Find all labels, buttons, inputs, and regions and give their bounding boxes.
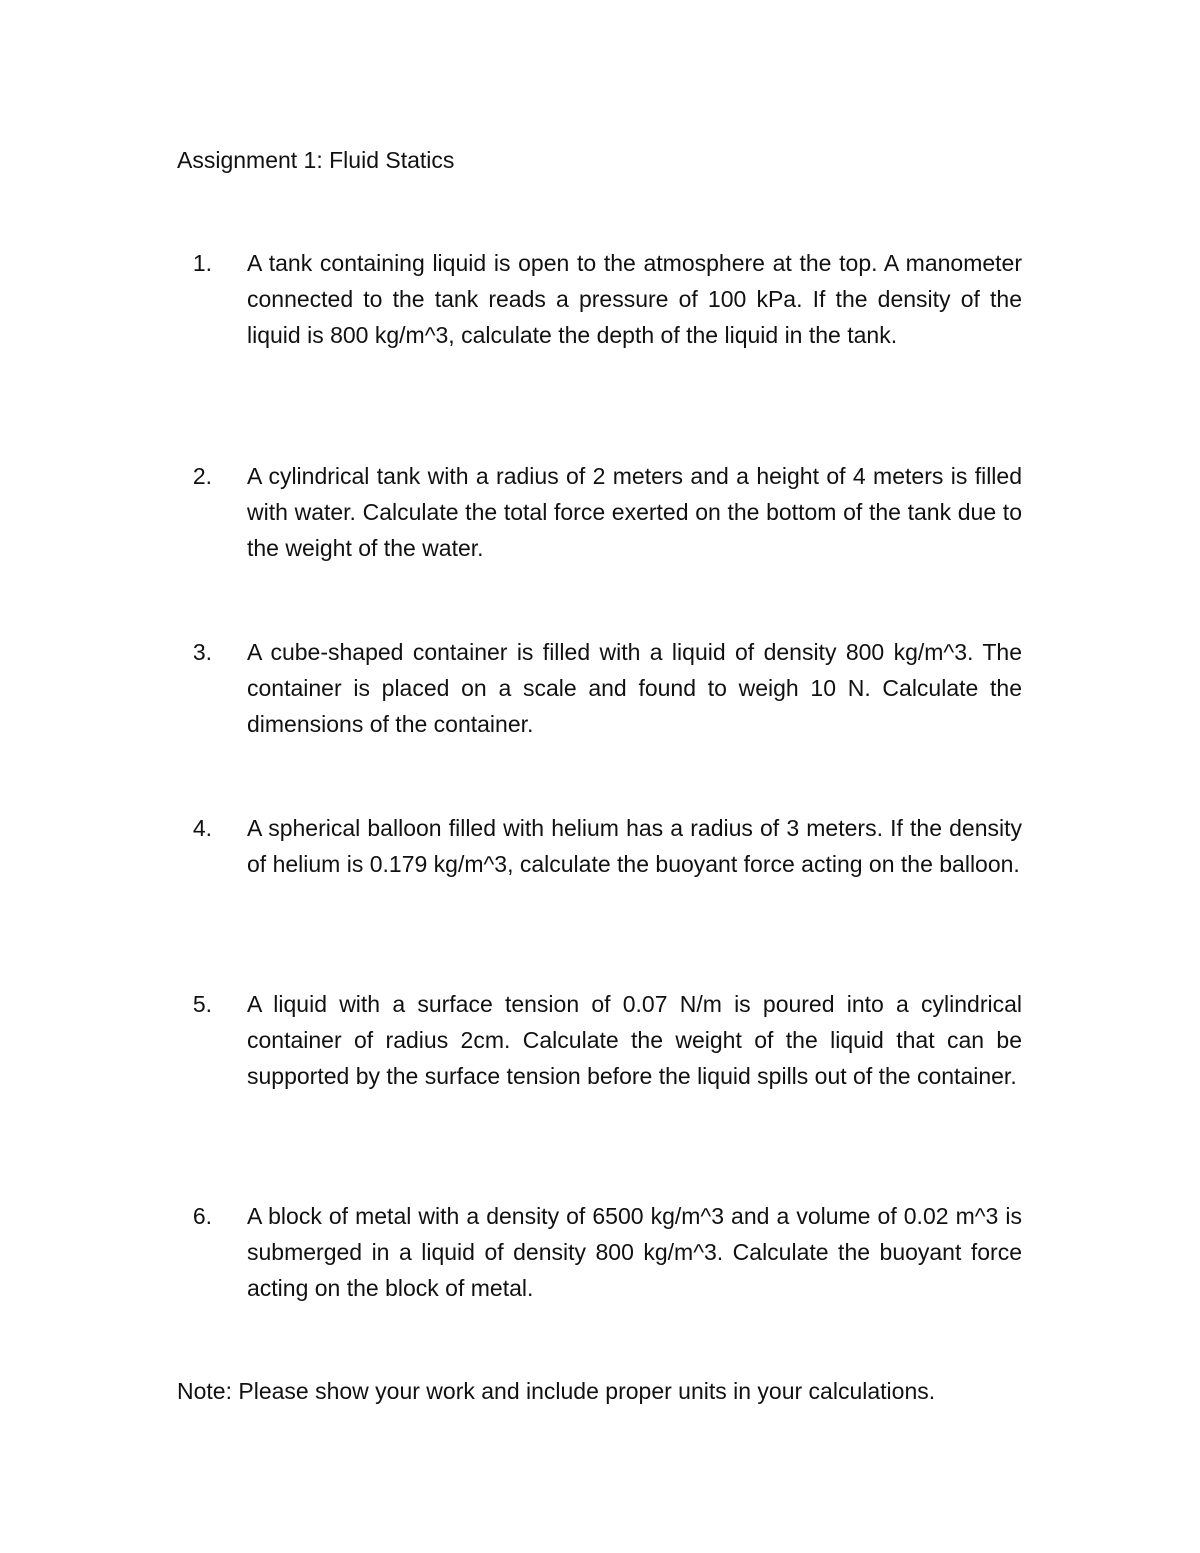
problem-text: A tank containing liquid is open to the atmosphere at the top. A manometer connected to the tank reads a pressure of 100 kPa. If the density of the liquid is 800 kg/m^3, calculate the depth of the liquid in the tank. bbox=[247, 250, 1022, 348]
problem-number: 5. bbox=[192, 991, 212, 1017]
problem-2 bbox=[177, 458, 1022, 566]
problem-6 bbox=[177, 1198, 1022, 1306]
problem-1 bbox=[177, 245, 1022, 353]
problem-text: A spherical balloon filled with helium has a radius of 3 meters. If the density of helium is 0.179 kg/m^3, calculate the buoyant force acting on the balloon. bbox=[247, 815, 1022, 877]
problem-3 bbox=[177, 634, 1022, 742]
problem-text: A cylindrical tank with a radius of 2 meters and a height of 4 meters is filled with water. Calculate the total force exerted on the bottom of the tank due to the weight of the water. bbox=[247, 463, 1022, 561]
problem-text: A liquid with a surface tension of 0.07 N/m is poured into a cylindrical container of radius 2cm. Calculate the weight of the liquid that can be supported by the surface tension before the liquid spills out of the container. bbox=[247, 991, 1022, 1089]
closing-note: Note: Please show your work and include proper units in your calculations. bbox=[177, 1378, 936, 1404]
problem-number: 4. bbox=[192, 815, 212, 841]
problem-text: A block of metal with a density of 6500 kg/m^3 and a volume of 0.02 m^3 is submerged in a liquid of density 800 kg/m^3. Calculate the buoyant force acting on the block of metal. bbox=[247, 1203, 1022, 1301]
problem-number: 6. bbox=[192, 1203, 212, 1229]
problem-text: A cube-shaped container is filled with a liquid of density 800 kg/m^3. The container is placed on a scale and found to weigh 10 N. Calculate the dimensions of the container. bbox=[247, 639, 1022, 737]
problem-4 bbox=[177, 810, 1022, 882]
problem-number: 1. bbox=[192, 250, 212, 276]
document-title: Assignment 1: Fluid Statics bbox=[177, 147, 455, 173]
problem-5 bbox=[177, 986, 1022, 1094]
problem-number: 3. bbox=[192, 639, 212, 665]
problem-number: 2. bbox=[192, 463, 212, 489]
